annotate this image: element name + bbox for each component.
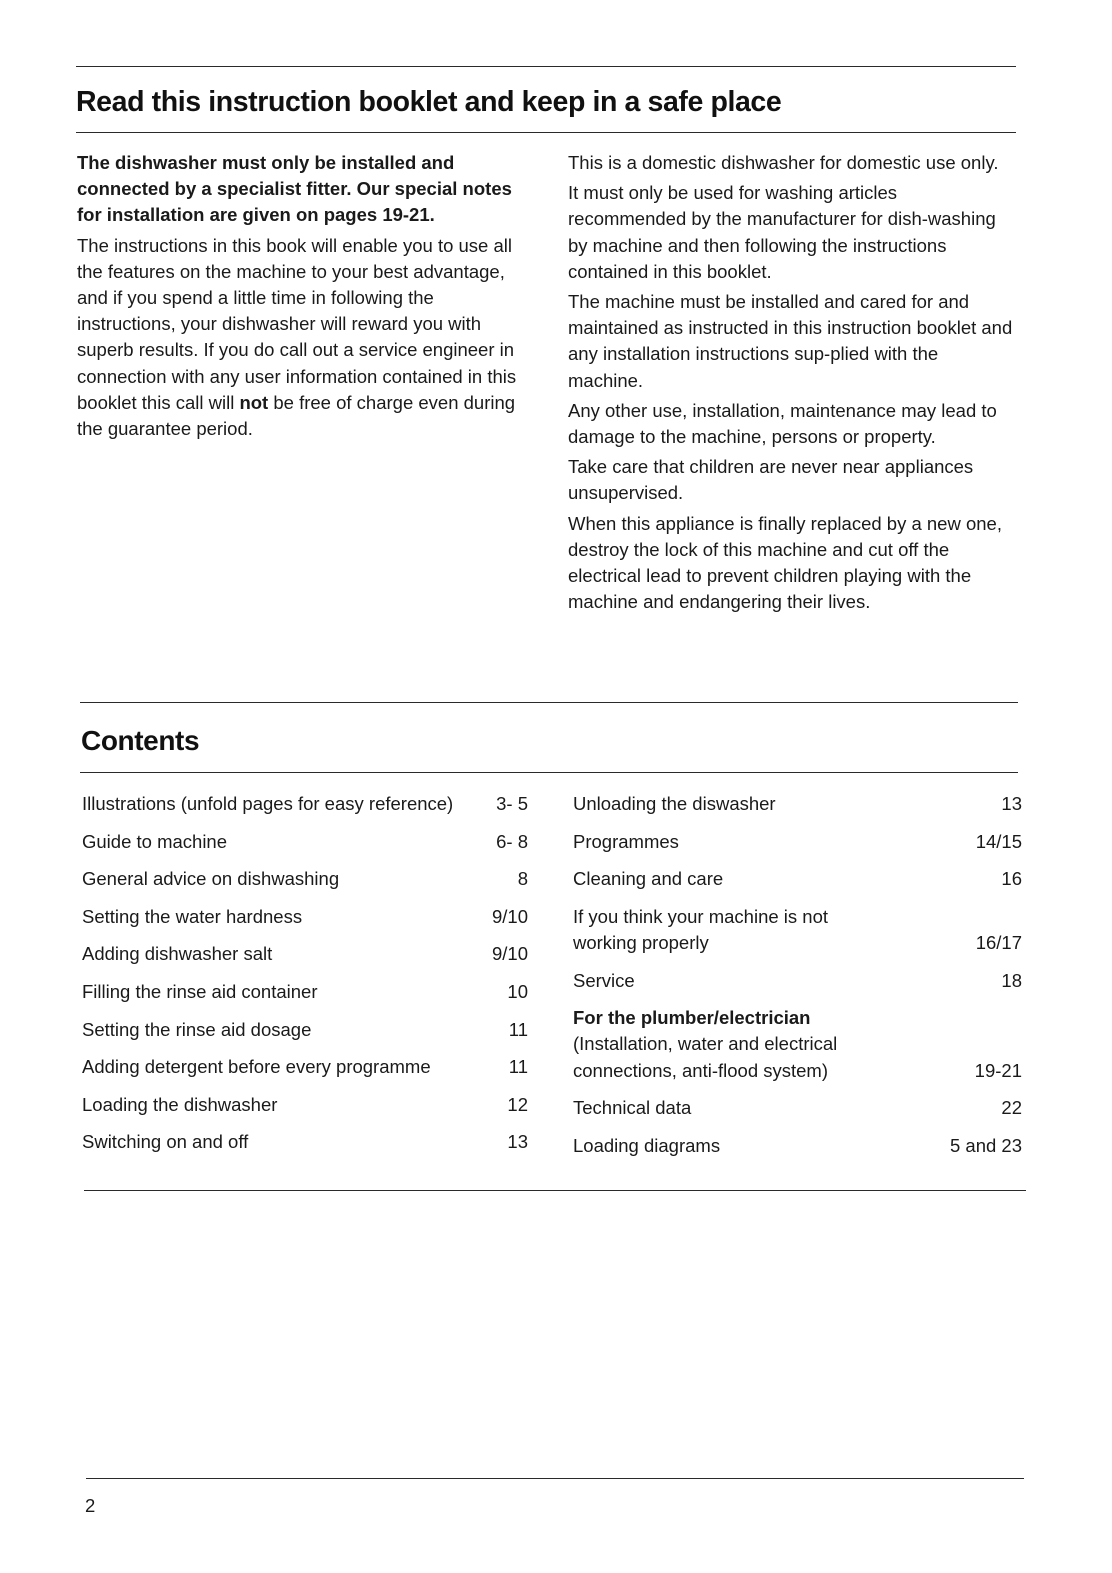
toc-entry-page: 13 [507,1131,528,1153]
top-rule [76,66,1016,67]
contents-bottom-rule [84,1190,1026,1191]
toc-entry-page: 18 [1001,969,1022,991]
title-underline [76,132,1016,133]
toc-entry[interactable] [82,904,528,930]
toc-entry-label: Switching on and off [82,1131,249,1153]
toc-entry[interactable] [82,1092,528,1118]
toc-entry-label: Programmes [573,830,679,852]
toc-entry[interactable] [573,904,1022,956]
toc-entry-label: Cleaning and care [573,868,724,890]
toc-entry-page: 16 [1001,868,1022,890]
toc-entry-label: General advice on dishwashing [82,868,340,890]
contents-top-rule [80,702,1018,703]
toc-entry-page: 14/15 [975,830,1022,852]
contents-left-list [82,791,528,1167]
toc-entry-page: 13 [1001,793,1022,814]
children-paragraph: Take care that children are never near appliances unsupervised. [568,456,974,504]
installation-care-paragraph: The machine must be installed and cared for and maintained as instructed in this instruction booklet and any installation instructions sup-plied with the machine. [568,291,1013,391]
contents-heading: Contents [81,725,200,756]
toc-entry-label: Loading the dishwasher [82,1093,278,1115]
toc-entry-label: Adding detergent before every programme [82,1056,431,1078]
toc-entry[interactable] [82,1017,528,1043]
contents-right-list [573,791,1022,1170]
disposal-paragraph: When this appliance is finally replaced by a new one, destroy the lock of this machine and cut off the electrical lead to prevent children playing with the machine and endangering their lives. [568,512,1002,613]
intro-right-column [568,150,1018,619]
toc-entry-page: 9/10 [491,943,528,965]
toc-entry-label: Setting the water hardness [82,905,303,927]
instructions-text-b: be free of charge even during the guarantee period. [77,391,516,440]
toc-entry-label: Unloading the diswasher [573,793,776,814]
toc-entry-label: Loading diagrams [573,1134,721,1156]
toc-entry-page: 9/10 [491,905,528,927]
toc-entry[interactable] [82,829,528,855]
toc-entry[interactable] [573,866,1022,892]
toc-entry[interactable] [82,791,528,817]
toc-entry-page: 11 [508,1018,528,1040]
toc-entry[interactable] [573,968,1022,994]
installation-note: The dishwasher must only be installed and connected by a specialist fitter. Our special notes for installation are given on pages 19-21. [77,152,512,226]
toc-entry-page: 5 and 23 [949,1134,1022,1156]
toc-entry-page: 16/17 [975,931,1022,953]
toc-entry[interactable] [573,1133,1022,1159]
toc-entry[interactable] [573,791,1022,817]
toc-entry-page: 8 [517,868,528,890]
washing-articles-paragraph: It must only be used for washing articles recommended by the manufacturer for dish-washing by machine and then following the instructions contained in this booklet. [568,182,996,282]
toc-entry-label [573,1005,965,1084]
toc-entry-label: Technical data [573,1097,692,1119]
toc-entry[interactable] [82,979,528,1005]
plumber-heading: For the plumber/electrician [573,1007,811,1029]
toc-entry[interactable] [82,1054,528,1080]
toc-entry-label: Service [573,969,635,991]
intro-left-column [77,150,529,446]
toc-entry-page: 22 [1001,1097,1022,1119]
toc-entry[interactable] [573,829,1022,855]
page-title: Read this instruction booklet and keep in a safe place [76,86,782,118]
contents-underline [80,772,1018,773]
toc-entry-page: 19-21 [974,1059,1022,1081]
toc-entry-page: 11 [508,1056,528,1078]
toc-entry-page: 12 [507,1093,528,1115]
toc-entry-page: 3- 5 [496,793,528,814]
toc-entry-label: Guide to machine [82,830,228,852]
other-use-paragraph: Any other use, installation, maintenance may lead to damage to the machine, persons or property. [568,399,997,448]
toc-entry-label: If you think your machine is not working properly [573,905,829,953]
domestic-use-paragraph: This is a domestic dishwasher for domestic use only. [568,152,999,173]
instructions-emphasis: not [239,391,269,413]
toc-entry-label: Illustrations (unfold pages for easy reference) [82,793,454,814]
toc-entry-label: Adding dishwasher salt [82,943,273,965]
toc-entry-label: Filling the rinse aid container [82,980,318,1002]
toc-entry[interactable] [573,1095,1022,1121]
page-number: 2 [85,1495,96,1516]
toc-entry[interactable] [82,941,528,967]
plumber-details: (Installation, water and electrical connections, anti-flood system) [573,1033,838,1081]
toc-entry[interactable] [573,1005,1022,1084]
toc-entry-page: 10 [507,980,528,1002]
footer-rule [86,1478,1024,1479]
toc-entry-page: 6- 8 [496,830,528,852]
instructions-paragraph [77,233,529,443]
toc-entry-label: Setting the rinse aid dosage [82,1018,312,1040]
toc-entry[interactable] [82,1129,528,1155]
instructions-text-a: The instructions in this book will enable you to use all the features on the machine to your best advantage, and if you spend a little time in following the instructions, your dishwasher will reward you with superb results. If you do call out a service engineer in connection with any user information contained in this booklet this call will [77,234,517,413]
toc-entry[interactable] [82,866,528,892]
